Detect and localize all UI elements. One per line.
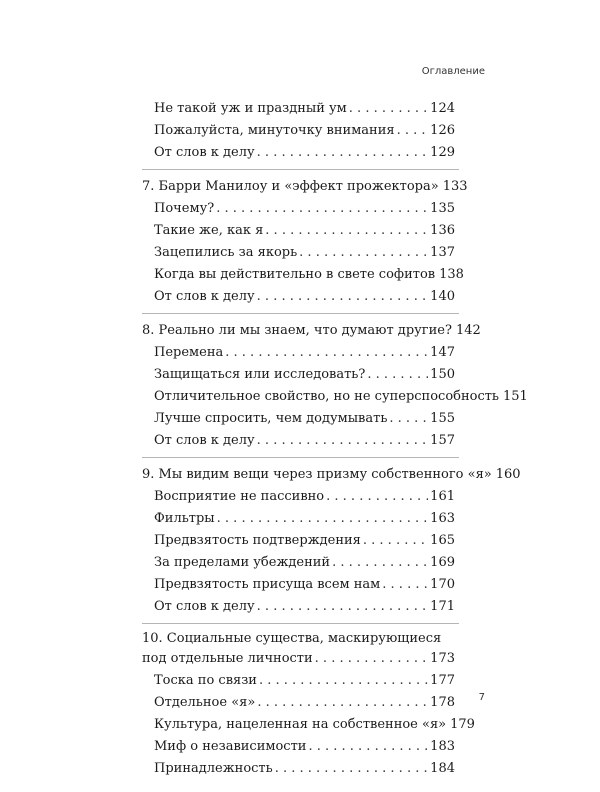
toc-chapter-8 (142, 320, 528, 458)
toc-entry[interactable] (142, 692, 455, 714)
toc-entry-title: Принадлежность (154, 761, 273, 776)
toc-entry-title: Культура, нацеленная на собственное «я» (154, 717, 447, 732)
toc-chapter-title-line2: под отдельные личности (142, 651, 313, 666)
toc-entry-page: 184 (430, 761, 455, 776)
table-of-contents (142, 98, 528, 792)
toc-entry-title: Тоска по связи (154, 673, 257, 688)
toc-entry[interactable] (142, 552, 455, 574)
toc-entry[interactable] (142, 714, 475, 736)
toc-entry[interactable] (142, 486, 455, 508)
leader-dots (397, 120, 429, 142)
toc-entry[interactable] (142, 386, 528, 408)
toc-entry-title: Отличительное свойство, но не суперспособность (154, 389, 500, 404)
leader-dots (216, 198, 428, 220)
leader-dots (349, 98, 428, 120)
toc-entry-page: 124 (430, 101, 455, 116)
toc-entry[interactable] (142, 574, 455, 596)
toc-chapter-heading[interactable] (142, 648, 455, 670)
toc-entry-title: От слов к делу (154, 289, 255, 304)
toc-entry-title: От слов к делу (154, 599, 255, 614)
toc-entry-title: От слов к делу (154, 145, 255, 160)
toc-chapter-10 (142, 630, 475, 786)
toc-chapter-page: 173 (430, 651, 455, 666)
toc-chapter-heading[interactable] (142, 464, 521, 486)
toc-chapter-7 (142, 176, 468, 314)
toc-entry-page: 169 (430, 555, 455, 570)
toc-entry-page: 150 (430, 367, 455, 382)
toc-entry-page: 151 (503, 389, 528, 404)
toc-entry-page: 165 (430, 533, 455, 548)
page-number: 7 (478, 692, 485, 703)
toc-entry-title: Когда вы действительно в свете софитов (154, 267, 436, 282)
toc-entry-title: Такие же, как я (154, 223, 264, 238)
toc-chapter-page: 160 (495, 467, 521, 482)
toc-entry-title: Почему? (154, 201, 215, 216)
toc-entry-page: 170 (430, 577, 455, 592)
toc-entry-title: Миф о независимости (154, 739, 307, 754)
toc-entry-title: Перемена (154, 345, 224, 360)
toc-entry[interactable] (142, 364, 455, 386)
toc-entry-page: 147 (430, 345, 455, 360)
toc-entry-title: Зацепились за якорь (154, 245, 298, 260)
toc-entry-title: За пределами убеждений (154, 555, 331, 570)
toc-entry-title: Не такой уж и праздный ум (154, 101, 347, 116)
toc-entry[interactable] (142, 286, 455, 308)
toc-entry[interactable] (142, 142, 455, 164)
leader-dots (382, 574, 428, 596)
toc-chapter-9 (142, 464, 521, 624)
toc-entry-title: Лучше спросить, чем додумывать (154, 411, 388, 426)
toc-entry[interactable] (142, 408, 455, 430)
leader-dots (367, 364, 428, 386)
toc-entry-title: Предвзятость присуща всем нам (154, 577, 381, 592)
toc-entry[interactable] (142, 508, 455, 530)
toc-entry[interactable] (142, 98, 455, 120)
toc-entry[interactable] (142, 596, 455, 618)
toc-entry-page: 163 (430, 511, 455, 526)
toc-entry-page: 171 (430, 599, 455, 614)
toc-section-continued (142, 98, 455, 170)
toc-entry-page: 135 (430, 201, 455, 216)
toc-entry[interactable] (142, 120, 455, 142)
toc-entry-title: Отдельное «я» (154, 695, 256, 710)
toc-chapter-page: 142 (455, 323, 481, 338)
leader-dots (257, 692, 428, 714)
toc-entry-page: 183 (430, 739, 455, 754)
toc-entry-page: 138 (439, 267, 464, 282)
leader-dots (257, 596, 429, 618)
toc-entry-page: 155 (430, 411, 455, 426)
running-head: Оглавление (421, 66, 485, 77)
toc-chapter-title: 8. Реально ли мы знаем, что думают другие? (142, 323, 452, 338)
toc-chapter-title: 7. Барри Манилоу и «эффект прожектора» (142, 179, 439, 194)
toc-entry[interactable] (142, 670, 455, 692)
leader-dots (257, 430, 429, 452)
toc-entry[interactable] (142, 430, 455, 452)
toc-entry-title: Фильтры (154, 511, 215, 526)
toc-entry-title: От слов к делу (154, 433, 255, 448)
leader-dots (257, 286, 429, 308)
toc-chapter-page: 133 (442, 179, 468, 194)
toc-entry-page: 129 (430, 145, 455, 160)
toc-entry[interactable] (142, 758, 455, 780)
toc-chapter-heading[interactable] (142, 176, 468, 198)
toc-entry[interactable] (142, 264, 464, 286)
toc-entry-page: 140 (430, 289, 455, 304)
toc-entry-page: 177 (430, 673, 455, 688)
leader-dots (308, 736, 428, 758)
leader-dots (257, 142, 429, 164)
toc-entry-title: Пожалуйста, минуточку внимания (154, 123, 395, 138)
toc-entry[interactable] (142, 736, 455, 758)
toc-entry[interactable] (142, 530, 455, 552)
toc-entry-page: 179 (450, 717, 475, 732)
toc-entry-page: 157 (430, 433, 455, 448)
leader-dots (265, 220, 428, 242)
toc-entry-page: 126 (430, 123, 455, 138)
leader-dots (389, 408, 428, 430)
leader-dots (225, 342, 428, 364)
toc-entry-title: Предвзятость подтверждения (154, 533, 361, 548)
toc-entry[interactable] (142, 342, 455, 364)
leader-dots (259, 670, 428, 692)
leader-dots (217, 508, 429, 530)
toc-entry-page: 161 (430, 489, 455, 504)
leader-dots (275, 758, 428, 780)
leader-dots (299, 242, 428, 264)
toc-entry-page: 178 (430, 695, 455, 710)
toc-entry-page: 137 (430, 245, 455, 260)
toc-entry[interactable] (142, 198, 455, 220)
toc-entry-title: Восприятие не пассивно (154, 489, 325, 504)
leader-dots (332, 552, 428, 574)
leader-dots (315, 648, 429, 670)
toc-chapter-heading[interactable] (142, 320, 481, 342)
toc-entry[interactable] (142, 242, 455, 264)
toc-entry-page: 136 (430, 223, 455, 238)
toc-chapter-title-line1[interactable]: 10. Социальные существа, маскирующиеся (142, 631, 442, 646)
toc-entry[interactable] (142, 220, 455, 242)
toc-entry-title: Защищаться или исследовать? (154, 367, 366, 382)
toc-chapter-title: 9. Мы видим вещи через призму собственного «я» (142, 467, 492, 482)
leader-dots (326, 486, 428, 508)
leader-dots (363, 530, 428, 552)
